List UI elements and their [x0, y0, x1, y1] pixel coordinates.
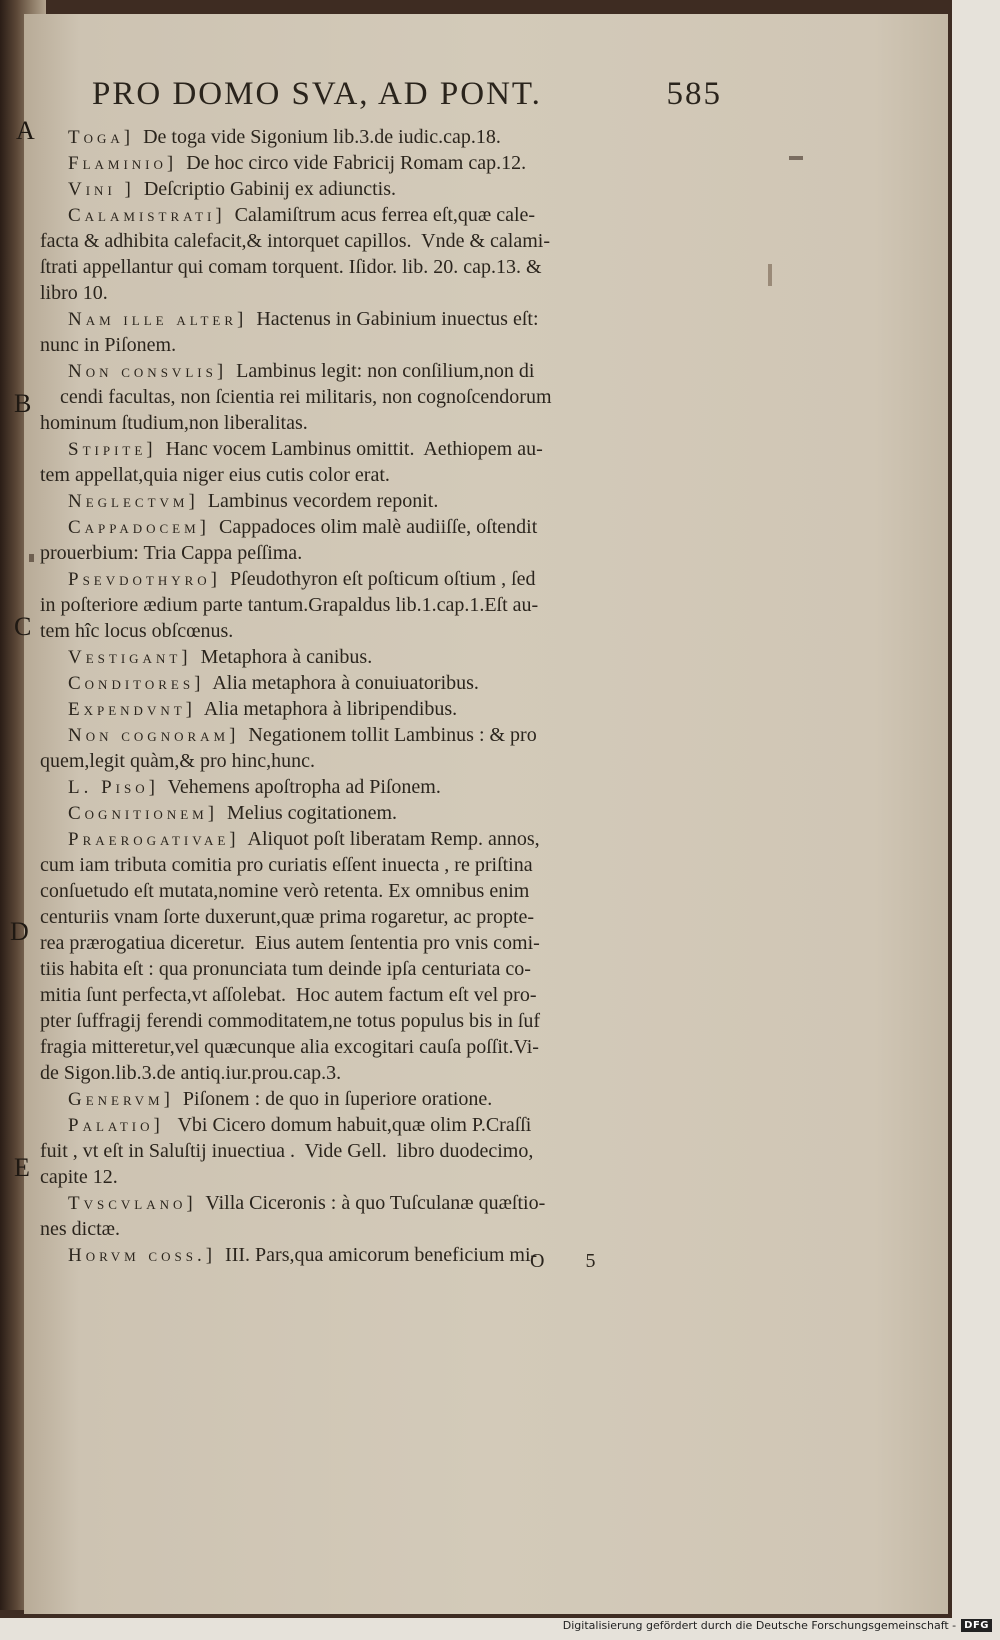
text-line [40, 826, 720, 852]
line-text: Hactenus in Gabinium inuectus eſt: [251, 308, 539, 330]
running-head: PRO DOMO SVA, AD PONT. [92, 76, 542, 112]
line-text: Metaphora à canibus. [195, 646, 373, 668]
line-text: Villa Ciceronis : à quo Tuſculanæ quæſtio- [200, 1192, 546, 1214]
lemma: Non consvlis] [68, 361, 228, 382]
line-text: nunc in Piſonem. [40, 334, 177, 356]
text-line [40, 1164, 720, 1190]
line-text: Lambinus legit: non conſilium,non di [231, 360, 535, 382]
line-text: Vehemens apoſtropha ad Piſonem. [162, 776, 441, 798]
text-line [40, 358, 720, 384]
digitization-footer [563, 1616, 992, 1634]
text-line [40, 1138, 720, 1164]
line-text: Alia metaphora à conuiuatoribus. [208, 672, 479, 694]
text-line [40, 800, 720, 826]
line-text: tem hîc locus obſcœnus. [40, 620, 234, 642]
line-text: Lambinus vecordem reponit. [202, 490, 439, 512]
line-text: Melius cogitationem. [222, 802, 398, 824]
line-text: ſtrati appellantur qui comam torquent. Iſidor. lib. 20. cap.13. & [40, 256, 542, 278]
text-line [40, 462, 720, 488]
line-text: Pſeudothyron eſt poſticum oſtium , ſed [225, 568, 536, 590]
line-text: capite 12. [40, 1166, 118, 1188]
line-text: fragia mitteretur,vel quæcunque alia excogitari cauſa poſſit.Vi- [40, 1036, 539, 1058]
line-text: De hoc circo vide Fabricij Romam cap.12. [181, 152, 527, 174]
line-text: mitia ſunt perfecta,vt aſſolebat. Hoc autem factum eſt vel pro- [40, 984, 537, 1006]
line-text: pter ſuffragij ferendi commoditatem,ne totus populus bis in ſuf [40, 1010, 541, 1032]
lemma: Horvm coss.] [68, 1245, 217, 1266]
text-line [40, 644, 720, 670]
lemma: Vini ] [68, 179, 135, 200]
lemma: Praerogativae] [68, 829, 240, 850]
line-text: cendi facultas, non ſcientia rei militaris, non cognoſcendorum [40, 386, 552, 408]
line-text: prouerbium: Tria Cappa peſſima. [40, 542, 303, 564]
margin-letter-b: B [14, 389, 32, 418]
dfg-logo: DFG [961, 1619, 992, 1632]
speck [768, 264, 772, 286]
line-text: tiis habita eſt : qua pronunciata tum deinde ipſa centuriata co- [40, 958, 531, 980]
line-text: Negationem tollit Lambinus : & pro [243, 724, 537, 746]
text-line [40, 696, 720, 722]
margin-letter-c: C [14, 612, 32, 641]
text-line [40, 774, 720, 800]
lemma: Cognitionem] [68, 803, 219, 824]
lemma: L. Piso] [68, 777, 159, 798]
text-line [40, 384, 720, 410]
lemma: Flaminio] [68, 153, 178, 174]
lemma: Stipite] [68, 439, 157, 460]
page-header [92, 76, 722, 122]
text-line [40, 306, 720, 332]
text-line [40, 1008, 720, 1034]
lemma: Calamistrati] [68, 205, 226, 226]
lemma: Conditores] [68, 673, 205, 694]
text-line [40, 722, 720, 748]
text-line [40, 228, 720, 254]
text-line [40, 670, 720, 696]
text-line [40, 332, 720, 358]
text-line [40, 540, 720, 566]
signature-mark: O 5 [530, 1250, 614, 1272]
line-text: centuriis vnam ſorte duxerunt,quæ prima rogaretur, ac propte- [40, 906, 535, 928]
text-line [40, 410, 720, 436]
text-line [40, 748, 720, 774]
lemma: Toga] [68, 127, 135, 148]
line-text: libro 10. [40, 282, 108, 304]
margin-letter-d: D [10, 917, 29, 946]
line-text: Aliquot poſt liberatam Remp. annos, [243, 828, 540, 850]
footer-credit: Digitalisierung gefördert durch die Deutsche Forschungsgemeinschaft - [562, 1618, 957, 1632]
text-line [40, 280, 720, 306]
line-text: cum iam tributa comitia pro curiatis eſſent inuecta , re priſtina [40, 854, 533, 876]
line-text: quem,legit quàm,& pro hinc,hunc. [40, 750, 315, 772]
text-line [40, 1242, 720, 1268]
line-text: conſuetudo eſt mutata,nomine verò retenta. Ex omnibus enim [40, 880, 530, 902]
text-line [40, 618, 720, 644]
text-line [40, 202, 720, 228]
commentary-text [40, 124, 720, 1268]
lemma: Palatio] [68, 1115, 164, 1136]
line-text: De toga vide Sigonium lib.3.de iudic.cap.18. [138, 126, 501, 148]
line-text: hominum ſtudium,non liberalitas. [40, 412, 308, 434]
lemma: Cappadocem] [68, 517, 210, 538]
lemma: Neglectvm] [68, 491, 199, 512]
text-line [40, 488, 720, 514]
text-line [40, 1216, 720, 1242]
text-line [40, 566, 720, 592]
text-line [40, 852, 720, 878]
line-text: Piſonem : de quo in ſuperiore oratione. [177, 1088, 493, 1110]
line-text: Hanc vocem Lambinus omittit. Aethiopem au- [160, 438, 543, 460]
lemma: Genervm] [68, 1089, 174, 1110]
text-line [40, 514, 720, 540]
line-text: Calamiſtrum acus ferrea eſt,quæ cale- [229, 204, 536, 226]
lemma: Expendvnt] [68, 699, 196, 720]
line-text: nes dictæ. [40, 1218, 120, 1240]
margin-letter-e: E [14, 1153, 30, 1182]
text-line [40, 150, 720, 176]
line-text: facta & adhibita calefacit,& intorquet capillos. Vnde & calami- [40, 230, 550, 252]
text-line [40, 1086, 720, 1112]
text-line [40, 930, 720, 956]
speck [789, 156, 803, 160]
text-line [40, 878, 720, 904]
line-text: Vbi Cicero domum habuit,quæ olim P.Craſſi [167, 1114, 532, 1136]
page-number: 585 [666, 76, 722, 112]
line-text: fuit , vt eſt in Saluſtij inuectiua . Vide Gell. libro duodecimo, [40, 1140, 534, 1162]
speck [29, 554, 34, 562]
text-line [40, 956, 720, 982]
text-line [40, 982, 720, 1008]
margin-letter-a: A [16, 116, 35, 145]
text-line [40, 124, 720, 150]
line-text: tem appellat,quia niger eius cutis color erat. [40, 464, 390, 486]
lemma: Non cognoram] [68, 725, 240, 746]
line-text: Cappadoces olim malè audiiſſe, oſtendit [214, 516, 538, 538]
text-line [40, 254, 720, 280]
text-line [40, 1190, 720, 1216]
text-line [40, 436, 720, 462]
line-text: de Sigon.lib.3.de antiq.iur.prou.cap.3. [40, 1062, 342, 1084]
lemma: Psevdothyro] [68, 569, 222, 590]
lemma: Vestigant] [68, 647, 192, 668]
text-line [40, 592, 720, 618]
text-line [40, 1112, 720, 1138]
lemma: Nam ille alter] [68, 309, 248, 330]
text-line [40, 904, 720, 930]
line-text: Alia metaphora à libripendibus. [200, 698, 458, 720]
line-text: Deſcriptio Gabinij ex adiunctis. [138, 178, 397, 200]
lemma: Tvscvlano] [68, 1193, 197, 1214]
line-text: rea prærogatiua diceretur. Eius autem ſententia pro vnis comi- [40, 932, 540, 954]
line-text: III. Pars,qua amicorum beneficium mi- [220, 1244, 538, 1266]
text-line [40, 1034, 720, 1060]
text-line [40, 176, 720, 202]
line-text: in poſteriore ædium parte tantum.Grapaldus lib.1.cap.1.Eſt au- [40, 594, 539, 616]
text-line [40, 1060, 720, 1086]
